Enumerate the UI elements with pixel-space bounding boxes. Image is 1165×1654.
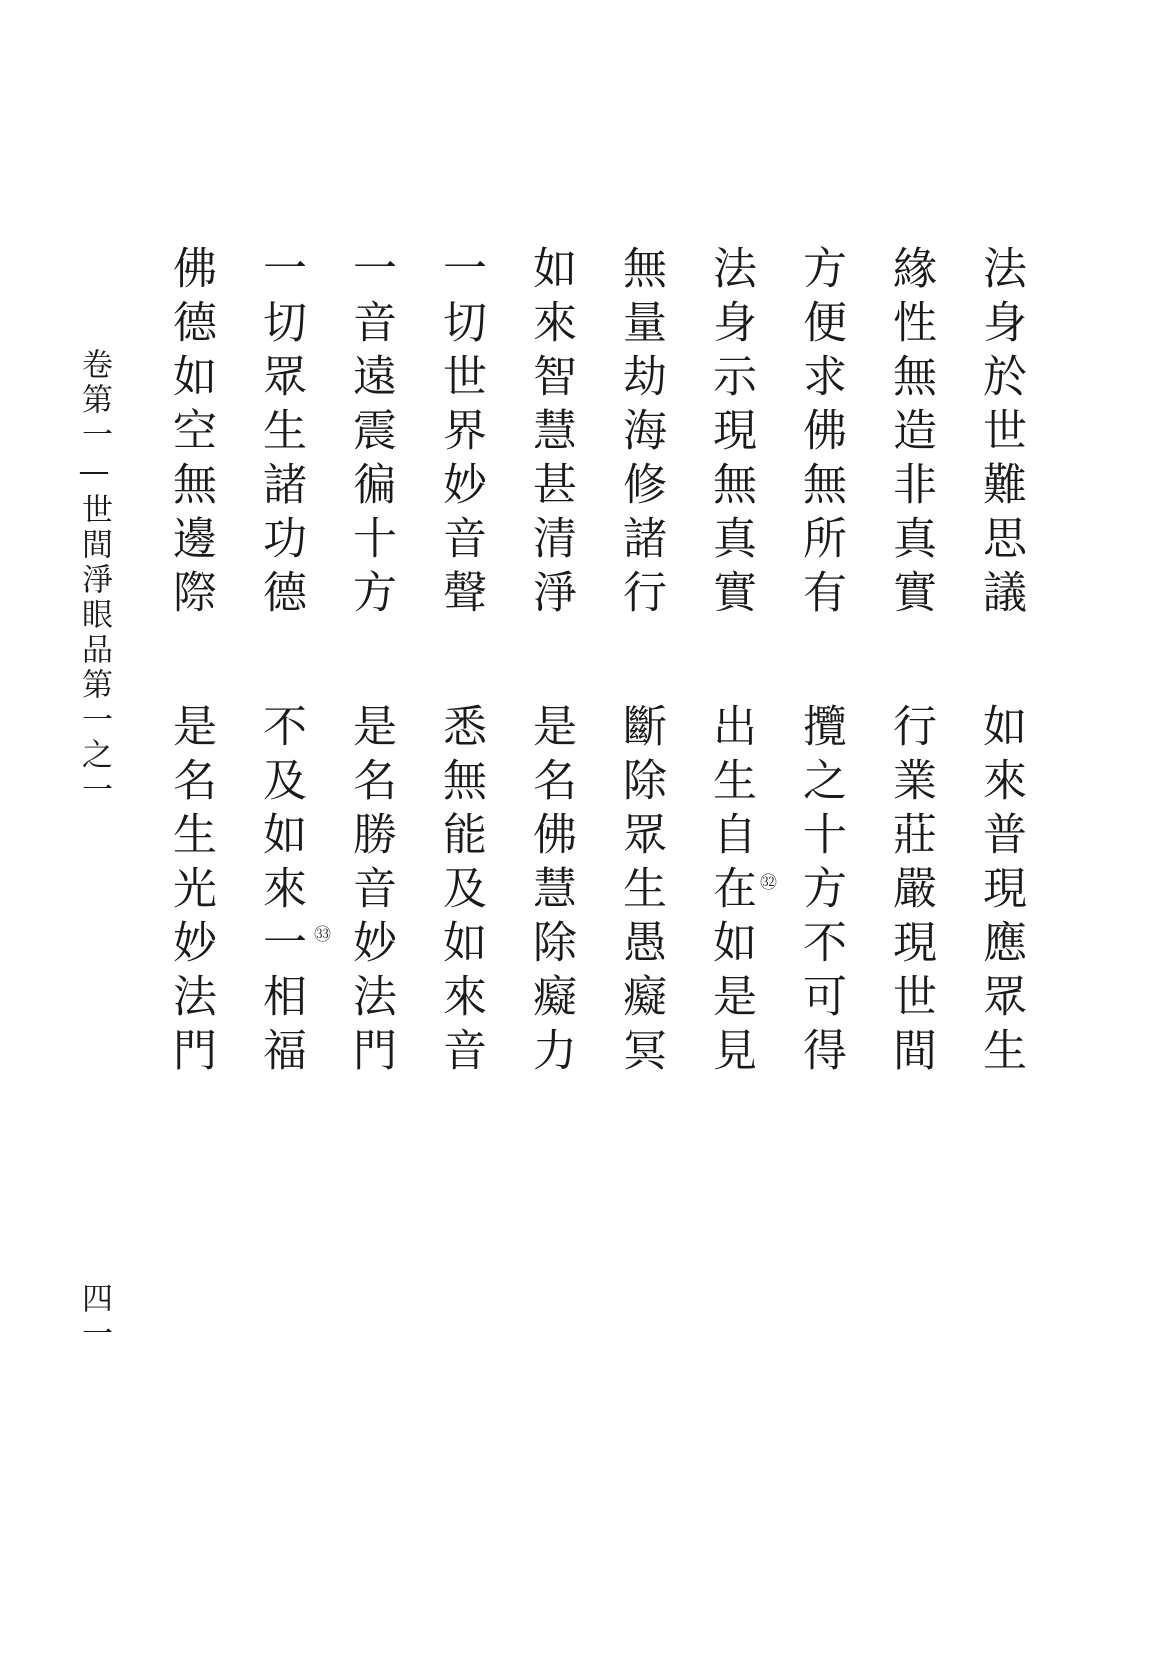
verse-column-bottom-8: 是名勝音妙法門 [345,703,396,1081]
verse-column-bottom-7: 悉無能及如來音 [435,703,486,1081]
verse-column-bottom-3: 攬之十方不可得 [795,703,846,1081]
footnote-marker-33: ㉝ [314,925,331,945]
verse-column-bottom-4: 出生自在如是見 [705,703,756,1081]
verse-column-top-3: 方便求佛無所有 [795,245,846,623]
verse-column-top-5: 無量劫海修諸行 [615,245,666,623]
footnote-marker-32: ㉜ [760,873,777,893]
verse-column-bottom-1: 如來普現應眾生 [975,703,1026,1081]
running-title: 卷第一—世間淨眼品第一之一 [76,348,112,808]
verse-column-top-6: 如來智慧甚清淨 [525,245,576,623]
verse-column-bottom-6: 是名佛慧除癡力 [525,703,576,1081]
verse-column-top-9: 一切眾生諸功德 [255,245,306,623]
page-number: 四一 [76,1282,112,1352]
verse-column-top-4: 法身示現無真實 [705,245,756,623]
verse-column-bottom-10: 是名生光妙法門 [165,703,216,1081]
verse-column-top-8: 一音遠震徧十方 [345,245,396,623]
verse-column-bottom-5: 斷除眾生愚癡冥 [615,703,666,1081]
verse-column-top-2: 緣性無造非真實 [885,245,936,623]
verse-column-top-10: 佛德如空無邊際 [165,245,216,623]
verse-column-top-7: 一切世界妙音聲 [435,245,486,623]
verse-column-bottom-2: 行業莊嚴現世間 [885,703,936,1081]
verse-column-bottom-9: 不及如來一相福 [255,703,306,1081]
verse-column-top-1: 法身於世難思議 [975,245,1026,623]
